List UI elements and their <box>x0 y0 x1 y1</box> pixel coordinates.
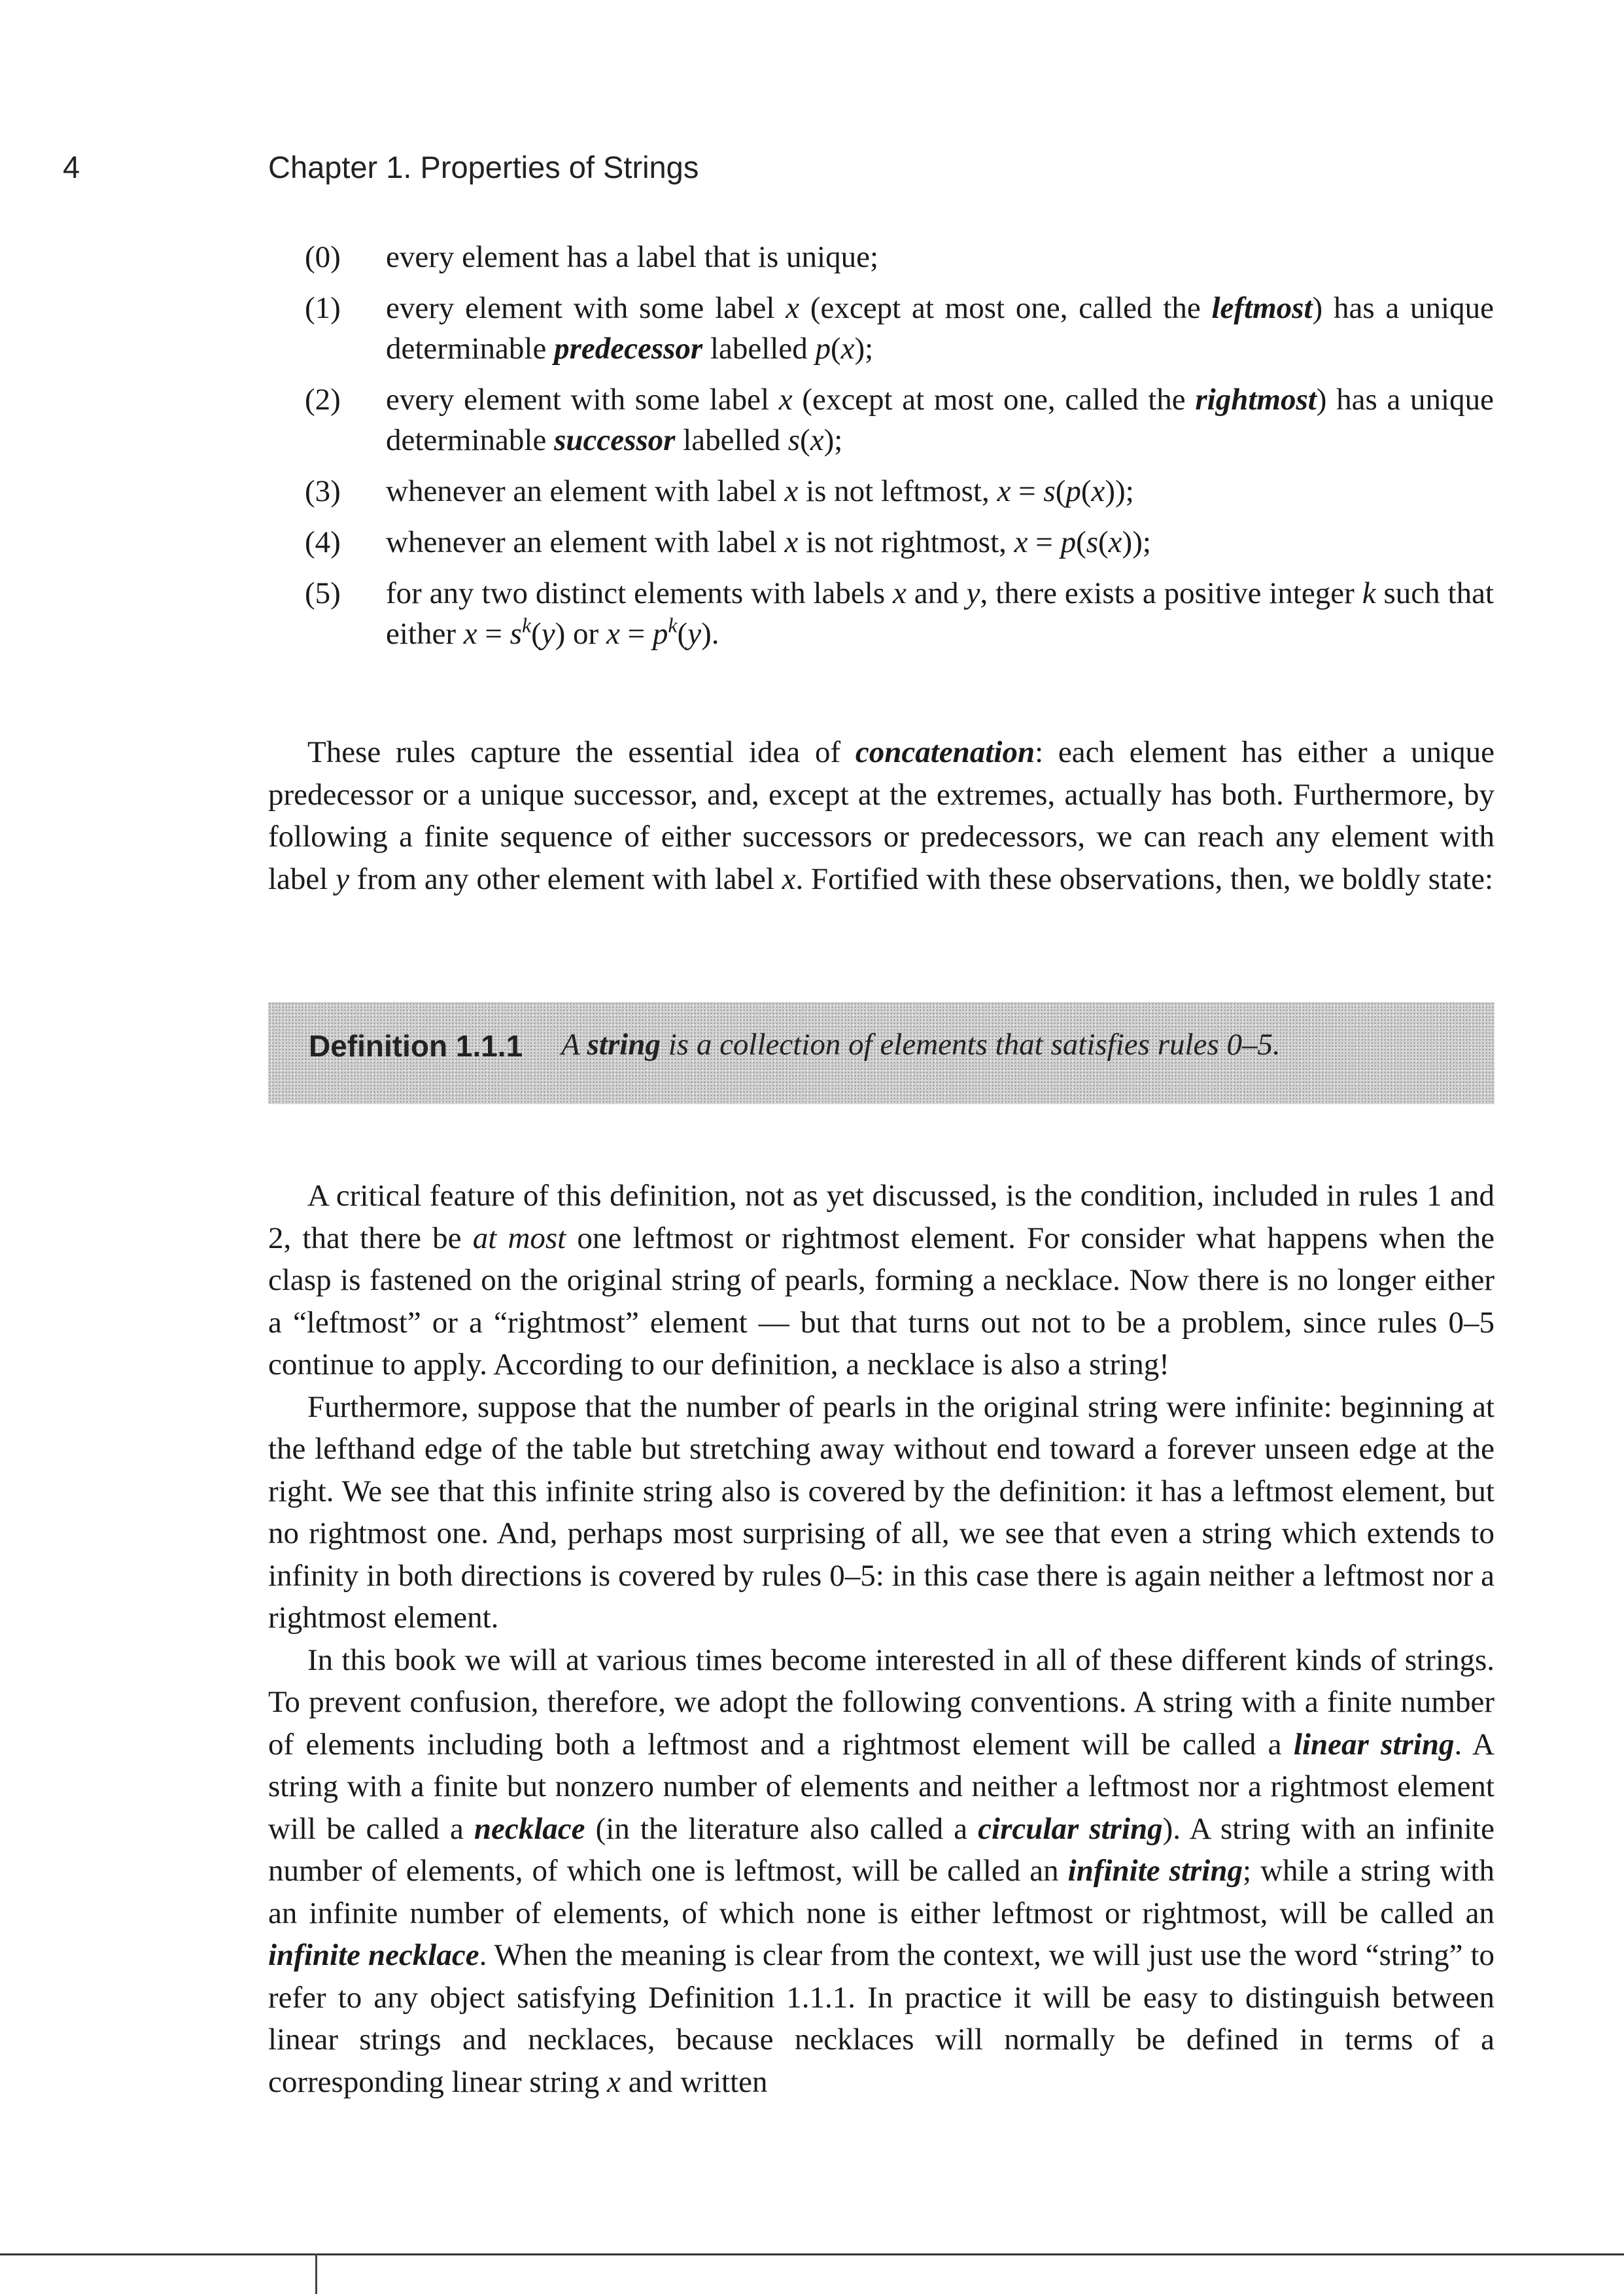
rule-number: (5) <box>305 576 341 610</box>
definition-box <box>268 1002 1494 1104</box>
rule-text: for any two distinct elements with labels x and y, there exists a positive integer k such that either $x = s^k(y)$ or $x = p^k(y)$. <box>386 576 1494 651</box>
paragraph: A critical feature of this definition, not as yet discussed, is the condition, included in rules 1 and 2, that there be at most one leftmost or rightmost element. For consider what happens when the clasp is fastened on the original string of pearls, forming a necklace. Now there is no longer either a “leftmost” or a “rightmost” element — but that turns out not to be a problem, since rules 0–5 continue to apply. According to our definition, a necklace is also a string! <box>268 1179 1494 1382</box>
paragraph: In this book we will at various times become interested in all of these different kinds of strings. To prevent confusion, therefore, we adopt the following conventions. A string with a finite number of elements including both a leftmost and a rightmost element will be called a linear string. A string with a finite but nonzero number of elements and neither a leftmost nor a rightmost element will be called a necklace (in the literature also called a circular string). A string with an infinite number of elements, of which one is leftmost, will be called an infinite string; while a string with an infinite number of elements, of which none is either leftmost or rightmost, will be called an infinite necklace. When the meaning is clear from the context, we will just use the word “string” to refer to any object satisfying Definition 1.1.1. In practice it will be easy to distinguish between linear strings and necklaces, because necklaces will normally be defined in terms of a corresponding linear string x and written <box>268 1642 1494 2099</box>
rule-text: every element with some label x (except at most one, called the leftmost) has a unique determinable predecessor labelled p(x); <box>386 291 1494 366</box>
rule-item <box>305 288 1494 369</box>
definition-text: A string is a collection of elements that satisfies rules 0–5. <box>561 1028 1281 1062</box>
footer-rule <box>0 2253 1624 2255</box>
rule-number: (2) <box>305 383 341 417</box>
rule-item <box>305 471 1494 512</box>
rule-item <box>305 573 1494 654</box>
body-text <box>0 1175 1494 2103</box>
intro-paragraph: These rules capture the essential idea of concatenation: each element has either a unique predecessor or a unique successor, and, except at the extremes, actually has both. Furthermore, by following a finite sequence of either successors or predecessors, we can reach any element with label y from any other element with label x. Fortified with these observations, then, we boldly state: <box>268 735 1494 896</box>
paragraph: Furthermore, suppose that the number of pearls in the original string were infinite: beginning at the lefthand edge of the table but stretching away without end toward a forever unseen edge at the right. We see that this infinite string also is covered by the definition: it has a leftmost element, but no rightmost one. And, perhaps most surprising of all, we see that even a string which extends to infinity in both directions is covered by rules 0–5: in this case there is again neither a leftmost nor a rightmost element. <box>268 1389 1494 1635</box>
definition-label: Definition 1.1.1 <box>309 1029 523 1063</box>
rule-number: (1) <box>305 291 341 325</box>
rule-item <box>305 237 1494 277</box>
rules-list <box>305 237 1494 665</box>
rule-text: whenever an element with label x is not leftmost, x = s(p(x)); <box>386 474 1134 508</box>
running-head: Chapter 1. Properties of Strings <box>268 150 699 184</box>
page-header <box>0 149 1624 195</box>
rule-text: every element has a label that is unique; <box>386 240 879 274</box>
rule-text: every element with some label x (except at most one, called the rightmost) has a unique determinable successor labelled s(x); <box>386 383 1494 457</box>
rule-item <box>305 379 1494 461</box>
footer-tick <box>315 2253 317 2294</box>
rule-number: (3) <box>305 474 341 508</box>
rule-item <box>305 522 1494 563</box>
page-number: 4 <box>63 150 80 184</box>
rule-number: (0) <box>305 240 341 274</box>
rule-number: (4) <box>305 525 341 559</box>
rule-text: whenever an element with label x is not rightmost, x = p(s(x)); <box>386 525 1151 559</box>
